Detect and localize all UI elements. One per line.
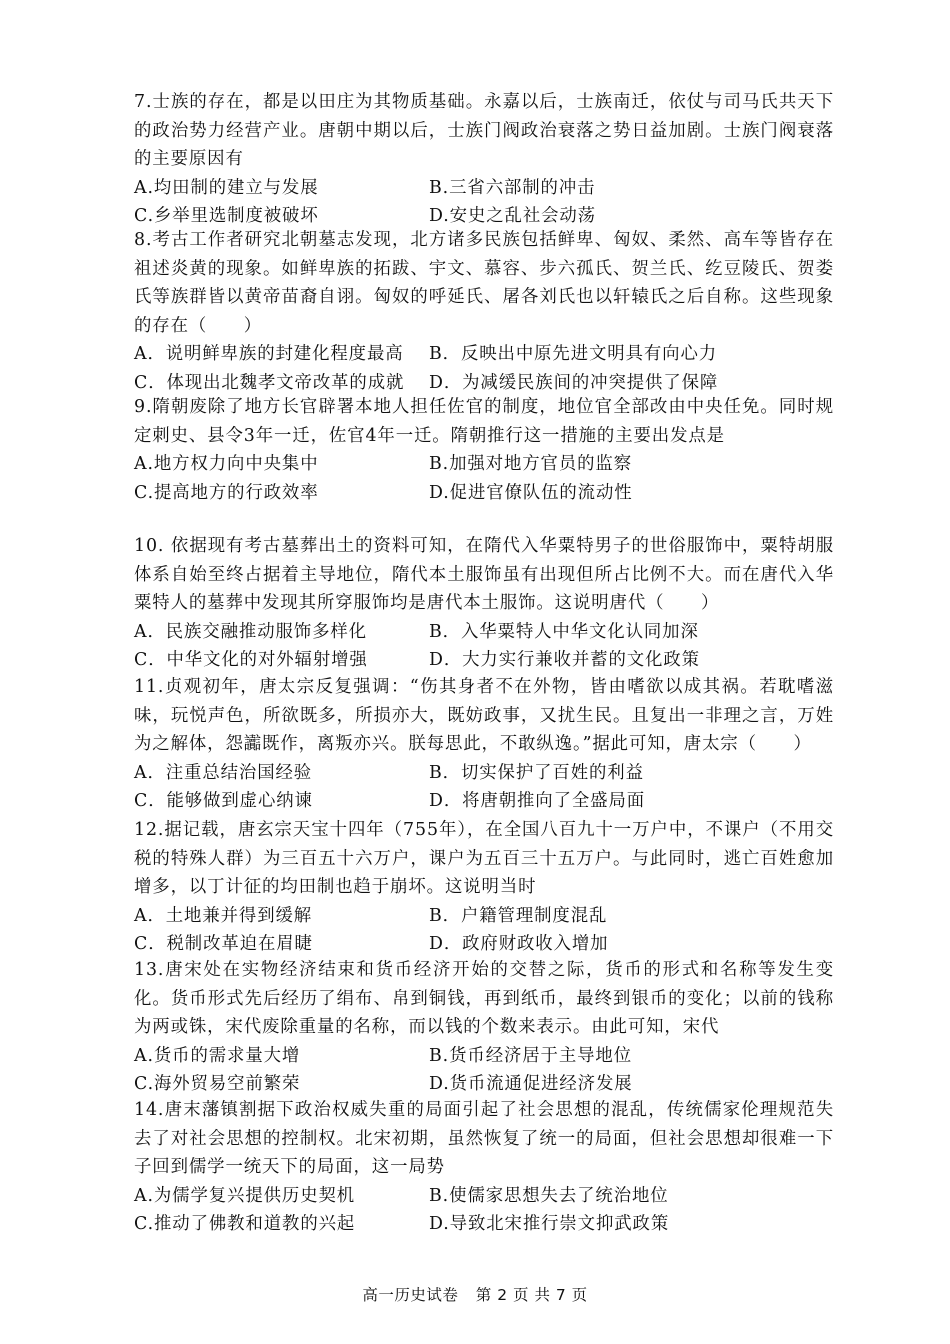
option-b: B．户籍管理制度混乱 bbox=[429, 905, 608, 926]
options bbox=[134, 340, 834, 397]
options bbox=[134, 174, 834, 231]
option-a: A．说明鲜卑族的封建化程度最高 bbox=[134, 344, 404, 364]
option-d: D．大力实行兼收并蓄的文化政策 bbox=[429, 650, 700, 670]
page-number: 第 2 页 共 7 页 bbox=[475, 1286, 588, 1304]
question-stem: 11.贞观初年，唐太宗反复强调：“伤其身者不在外物，皆由嗜欲以成其祸。若耽嗜滋味，玩悦声色，所欲既多，所损亦大，既妨政事，又扰生民。且复出一非理之言，万姓为之解体，怨讟既作，离叛亦兴。朕每思此，不敢纵逸。”据此可知，唐太宗（ ） bbox=[134, 677, 834, 754]
options bbox=[134, 1042, 834, 1099]
question-stem: 9.隋朝废除了地方长官辟署本地人担任佐官的制度，地位官全部改由中央任免。同时规定刺史、县令3年一迁，佐官4年一迁。隋朝推行这一措施的主要出发点是 bbox=[134, 397, 834, 446]
option-b: B.三省六部制的冲击 bbox=[429, 177, 596, 198]
option-d: D.货币流通促进经济发展 bbox=[429, 1074, 633, 1094]
option-a: A．注重总结治国经验 bbox=[134, 762, 313, 783]
options bbox=[134, 1182, 834, 1239]
option-c: C．税制改革迫在眉睫 bbox=[134, 934, 313, 954]
page-footer bbox=[0, 1283, 950, 1305]
option-c: C.乡举里选制度被破坏 bbox=[134, 206, 319, 226]
question-7 bbox=[134, 88, 834, 231]
option-b: B.加强对地方官员的监察 bbox=[429, 454, 633, 474]
option-c: C．中华文化的对外辐射增强 bbox=[134, 650, 368, 670]
option-a: A.均田制的建立与发展 bbox=[134, 177, 319, 198]
option-b: B．反映出中原先进文明具有向心力 bbox=[429, 344, 718, 364]
option-d: D．将唐朝推向了全盛局面 bbox=[429, 791, 646, 811]
options bbox=[134, 759, 834, 816]
option-d: D.促进官僚队伍的流动性 bbox=[429, 482, 633, 503]
option-c: C．能够做到虚心纳谏 bbox=[134, 791, 313, 811]
question-10 bbox=[134, 532, 834, 675]
exam-title: 高一历史试卷 bbox=[362, 1286, 459, 1304]
question-stem: 12.据记载，唐玄宗天宝十四年（755年），在全国八百九十一万户中，不课户（不用交税的特殊人群）为三百五十六万户，课户为五百三十五万户。与此同时，逃亡百姓愈加增多，以丁计征的均田制也趋于崩坏。这说明当时 bbox=[134, 820, 834, 897]
question-11 bbox=[134, 673, 834, 816]
option-a: A．土地兼并得到缓解 bbox=[134, 905, 313, 926]
question-stem: 14.唐末藩镇割据下政治权威失重的局面引起了社会思想的混乱，传统儒家伦理规范失去了对社会思想的控制权。北宋初期，虽然恢复了统一的局面，但社会思想却很难一下子回到儒学一统天下的局面，这一局势 bbox=[134, 1100, 834, 1177]
option-c: C.推动了佛教和道教的兴起 bbox=[134, 1214, 356, 1234]
option-c: C．体现出北魏孝文帝改革的成就 bbox=[134, 372, 405, 393]
option-d: D．政府财政收入增加 bbox=[429, 934, 609, 954]
option-d: D．为减缓民族间的冲突提供了保障 bbox=[429, 372, 719, 393]
options bbox=[134, 902, 834, 959]
options bbox=[134, 618, 834, 675]
option-c: C.海外贸易空前繁荣 bbox=[134, 1074, 301, 1094]
option-d: D.导致北宋推行崇文抑武政策 bbox=[429, 1214, 670, 1234]
question-13 bbox=[134, 956, 834, 1099]
question-9 bbox=[134, 393, 834, 507]
option-b: B.使儒家思想失去了统治地位 bbox=[429, 1185, 669, 1206]
option-a: A.地方权力向中央集中 bbox=[134, 454, 319, 474]
option-d: D.安史之乱社会动荡 bbox=[429, 206, 596, 226]
question-stem: 10. 依据现有考古墓葬出土的资料可知，在隋代入华粟特男子的世俗服饰中，粟特胡服体系自始至终占据着主导地位，隋代本土服饰虽有出现但所占比例不大。而在唐代入华粟特人的墓葬中发现其所穿服饰均是唐代本土服饰。这说明唐代（ ） bbox=[134, 536, 834, 613]
question-stem: 13.唐宋处在实物经济结束和货币经济开始的交替之际，货币的形式和名称等发生变化。货币形式先后经历了绢布、帛到铜钱，再到纸币，最终到银币的变化；以前的钱称为两或铢，宋代废除重量的名称，而以钱的个数来表示。由此可知，宋代 bbox=[134, 960, 834, 1037]
question-stem: 7.士族的存在，都是以田庄为其物质基础。永嘉以后，士族南迁，依仗与司马氏共天下的政治势力经营产业。唐朝中期以后，士族门阀政治衰落之势日益加剧。士族门阀衰落的主要原因有 bbox=[134, 92, 834, 169]
option-b: B．切实保护了百姓的利益 bbox=[429, 762, 644, 783]
option-c: C.提高地方的行政效率 bbox=[134, 482, 319, 503]
options bbox=[134, 450, 834, 507]
question-8 bbox=[134, 226, 834, 397]
option-a: A．民族交融推动服饰多样化 bbox=[134, 621, 367, 642]
option-a: A.货币的需求量大增 bbox=[134, 1045, 301, 1066]
option-b: B．入华粟特人中华文化认同加深 bbox=[429, 621, 699, 642]
question-14 bbox=[134, 1096, 834, 1239]
question-stem: 8.考古工作者研究北朝墓志发现，北方诸多民族包括鲜卑、匈奴、柔然、高车等皆存在祖述炎黄的现象。如鲜卑族的拓跋、宇文、慕容、步六孤氏、贺兰氏、纥豆陵氏、贺娄氏等族群皆以黄帝苗裔自诩。匈奴的呼延氏、屠各刘氏也以轩辕氏之后自称。这些现象的存在（ ） bbox=[134, 230, 834, 336]
option-b: B.货币经济居于主导地位 bbox=[429, 1045, 633, 1066]
question-12 bbox=[134, 816, 834, 959]
option-a: A.为儒学复兴提供历史契机 bbox=[134, 1185, 356, 1206]
